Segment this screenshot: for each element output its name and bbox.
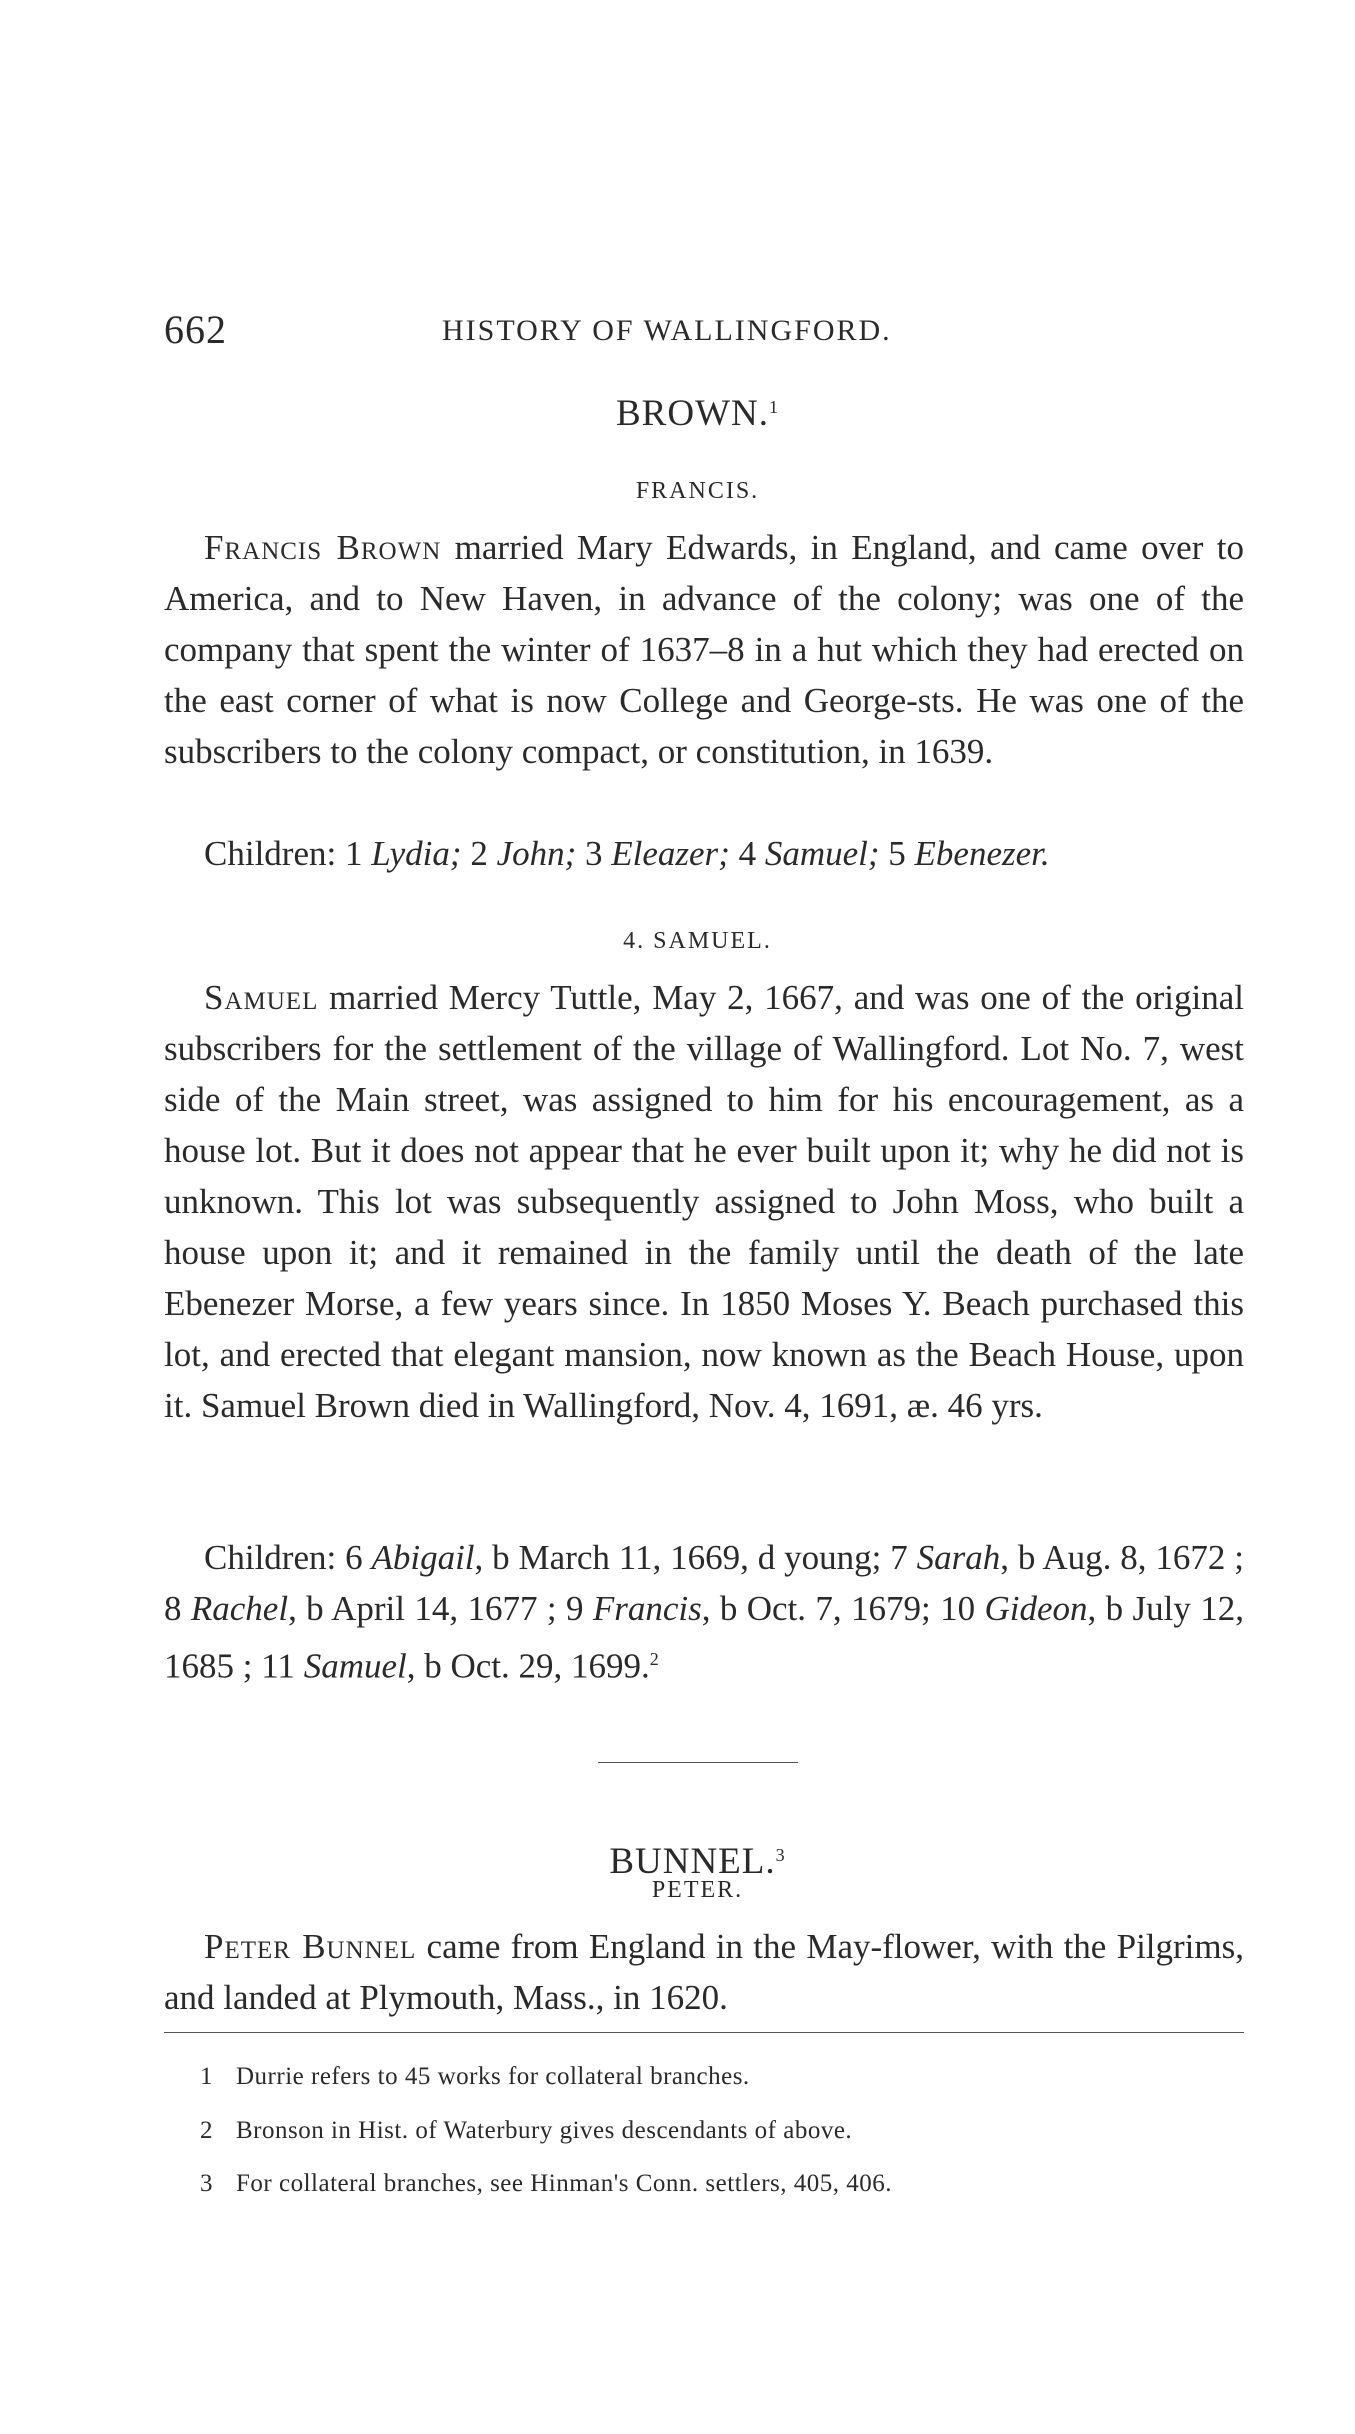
- subheading-peter: PETER.: [651, 1877, 744, 1903]
- footnote-text: For collateral branches, see Hinman's Conn. settlers, 405, 406.: [236, 2170, 892, 2197]
- child-entry: 8 Rachel, b April 14, 1677 ;: [164, 1589, 566, 1628]
- child-entry: 6 Abigail, b March 11, 1669, d young;: [345, 1538, 891, 1577]
- page-number: 662: [164, 307, 227, 352]
- paragraph-francis: [164, 522, 1244, 777]
- child-entry: 2 John;: [470, 834, 586, 873]
- child-entry: 1 Lydia;: [344, 834, 471, 873]
- lead-name: Peter Bunnel: [204, 1927, 417, 1966]
- lead-name: Samuel: [204, 978, 319, 1017]
- child-name: Lydia: [371, 834, 450, 873]
- child-entry: 4 Samuel;: [738, 834, 889, 873]
- footnote-ref: 3: [775, 1845, 786, 1865]
- heading-text: BUNNEL.: [609, 1841, 776, 1882]
- paragraph-body: came from England in the May-flower, with the Pilgrims, and landed at Plymouth, Mass., in 1620.: [164, 1927, 1244, 2017]
- child-name: Samuel: [764, 834, 868, 873]
- child-name: Ebenezer: [914, 834, 1041, 873]
- running-head: [164, 306, 1244, 356]
- footnote-text: Durrie refers to 45 works for collateral branches.: [236, 2063, 750, 2090]
- running-title: HISTORY OF WALLINGFORD.: [442, 314, 892, 347]
- paragraph-body: married Mercy Tuttle, May 2, 1667, and was one of the original subscribers for the settlement of the village of Wallingford. Lot No. 7, west side of the Main street, was assigned to him for his encouragement, as a house lot. But it does not appear that he ever built upon it; why he did not is unknown. This lot was subsequently assigned to John Moss, who built a house upon it; and it remained in the family until the death of the late Ebenezer Morse, a few years since. In 1850 Moses Y. Beach purchased this lot, and erected that elegant mansion, now known as the Beach House, upon it. Samuel Brown died in Wallingford, Nov. 4, 1691, æ. 46 yrs.: [164, 978, 1244, 1425]
- subheading-francis: FRANCIS.: [635, 478, 760, 504]
- footnote-number: 3: [200, 2170, 213, 2197]
- child-entry: 5 Ebenezer.: [888, 834, 1050, 873]
- subheading-samuel: 4. SAMUEL.: [623, 928, 772, 954]
- children-francis: [164, 828, 1244, 879]
- footnote: [200, 2170, 892, 2198]
- child-entry: 10 Gideon, b July 12, 1685 ;: [164, 1589, 1244, 1686]
- paragraph-peter: [164, 1921, 1244, 2023]
- footnote: [200, 2117, 852, 2145]
- child-name: John: [496, 834, 565, 873]
- footnote-ref: 2: [649, 1649, 659, 1669]
- section-divider: [598, 1762, 798, 1763]
- child-name: Eleazer: [611, 834, 719, 873]
- footnote-text: Bronson in Hist. of Waterbury gives descendants of above.: [236, 2117, 853, 2144]
- children-samuel: [164, 1532, 1244, 1692]
- footnote-divider: [164, 2032, 1244, 2033]
- child-entry: 11 Samuel, b Oct. 29, 1699.: [261, 1646, 650, 1686]
- child-entry: 7 Sarah, b Aug. 8, 1672 ;: [890, 1538, 1244, 1577]
- child-name: Abigail: [371, 1538, 475, 1577]
- child-name: Rachel: [190, 1589, 289, 1628]
- child-name: Gideon: [984, 1589, 1088, 1628]
- child-name: Samuel: [303, 1646, 407, 1686]
- paragraph-body: married Mary Edwards, in England, and came over to America, and to New Haven, in advance of the colony; was one of the company that spent the winter of 1637–8 in a hut which they had erected on the east corner of what is now College and George-sts. He was one of the subscribers to the colony compact, or constitution, in 1639.: [164, 528, 1244, 771]
- footnote-number: 1: [200, 2063, 213, 2090]
- child-entry: 9 Francis, b Oct. 7, 1679;: [565, 1589, 941, 1628]
- footnote-number: 2: [200, 2117, 213, 2144]
- paragraph-samuel: [164, 972, 1244, 1431]
- footnote-ref: 1: [768, 397, 779, 417]
- lead-name: Francis Brown: [204, 528, 442, 567]
- children-intro: Children:: [204, 1538, 346, 1577]
- child-name: Francis: [592, 1589, 702, 1628]
- footnote: [200, 2063, 750, 2091]
- heading-text: BROWN.: [616, 393, 769, 434]
- child-name: Sarah: [916, 1538, 1001, 1577]
- child-entry: 3 Eleazer;: [585, 834, 739, 873]
- children-intro: Children:: [204, 834, 345, 873]
- section-heading-brown: [0, 392, 1355, 435]
